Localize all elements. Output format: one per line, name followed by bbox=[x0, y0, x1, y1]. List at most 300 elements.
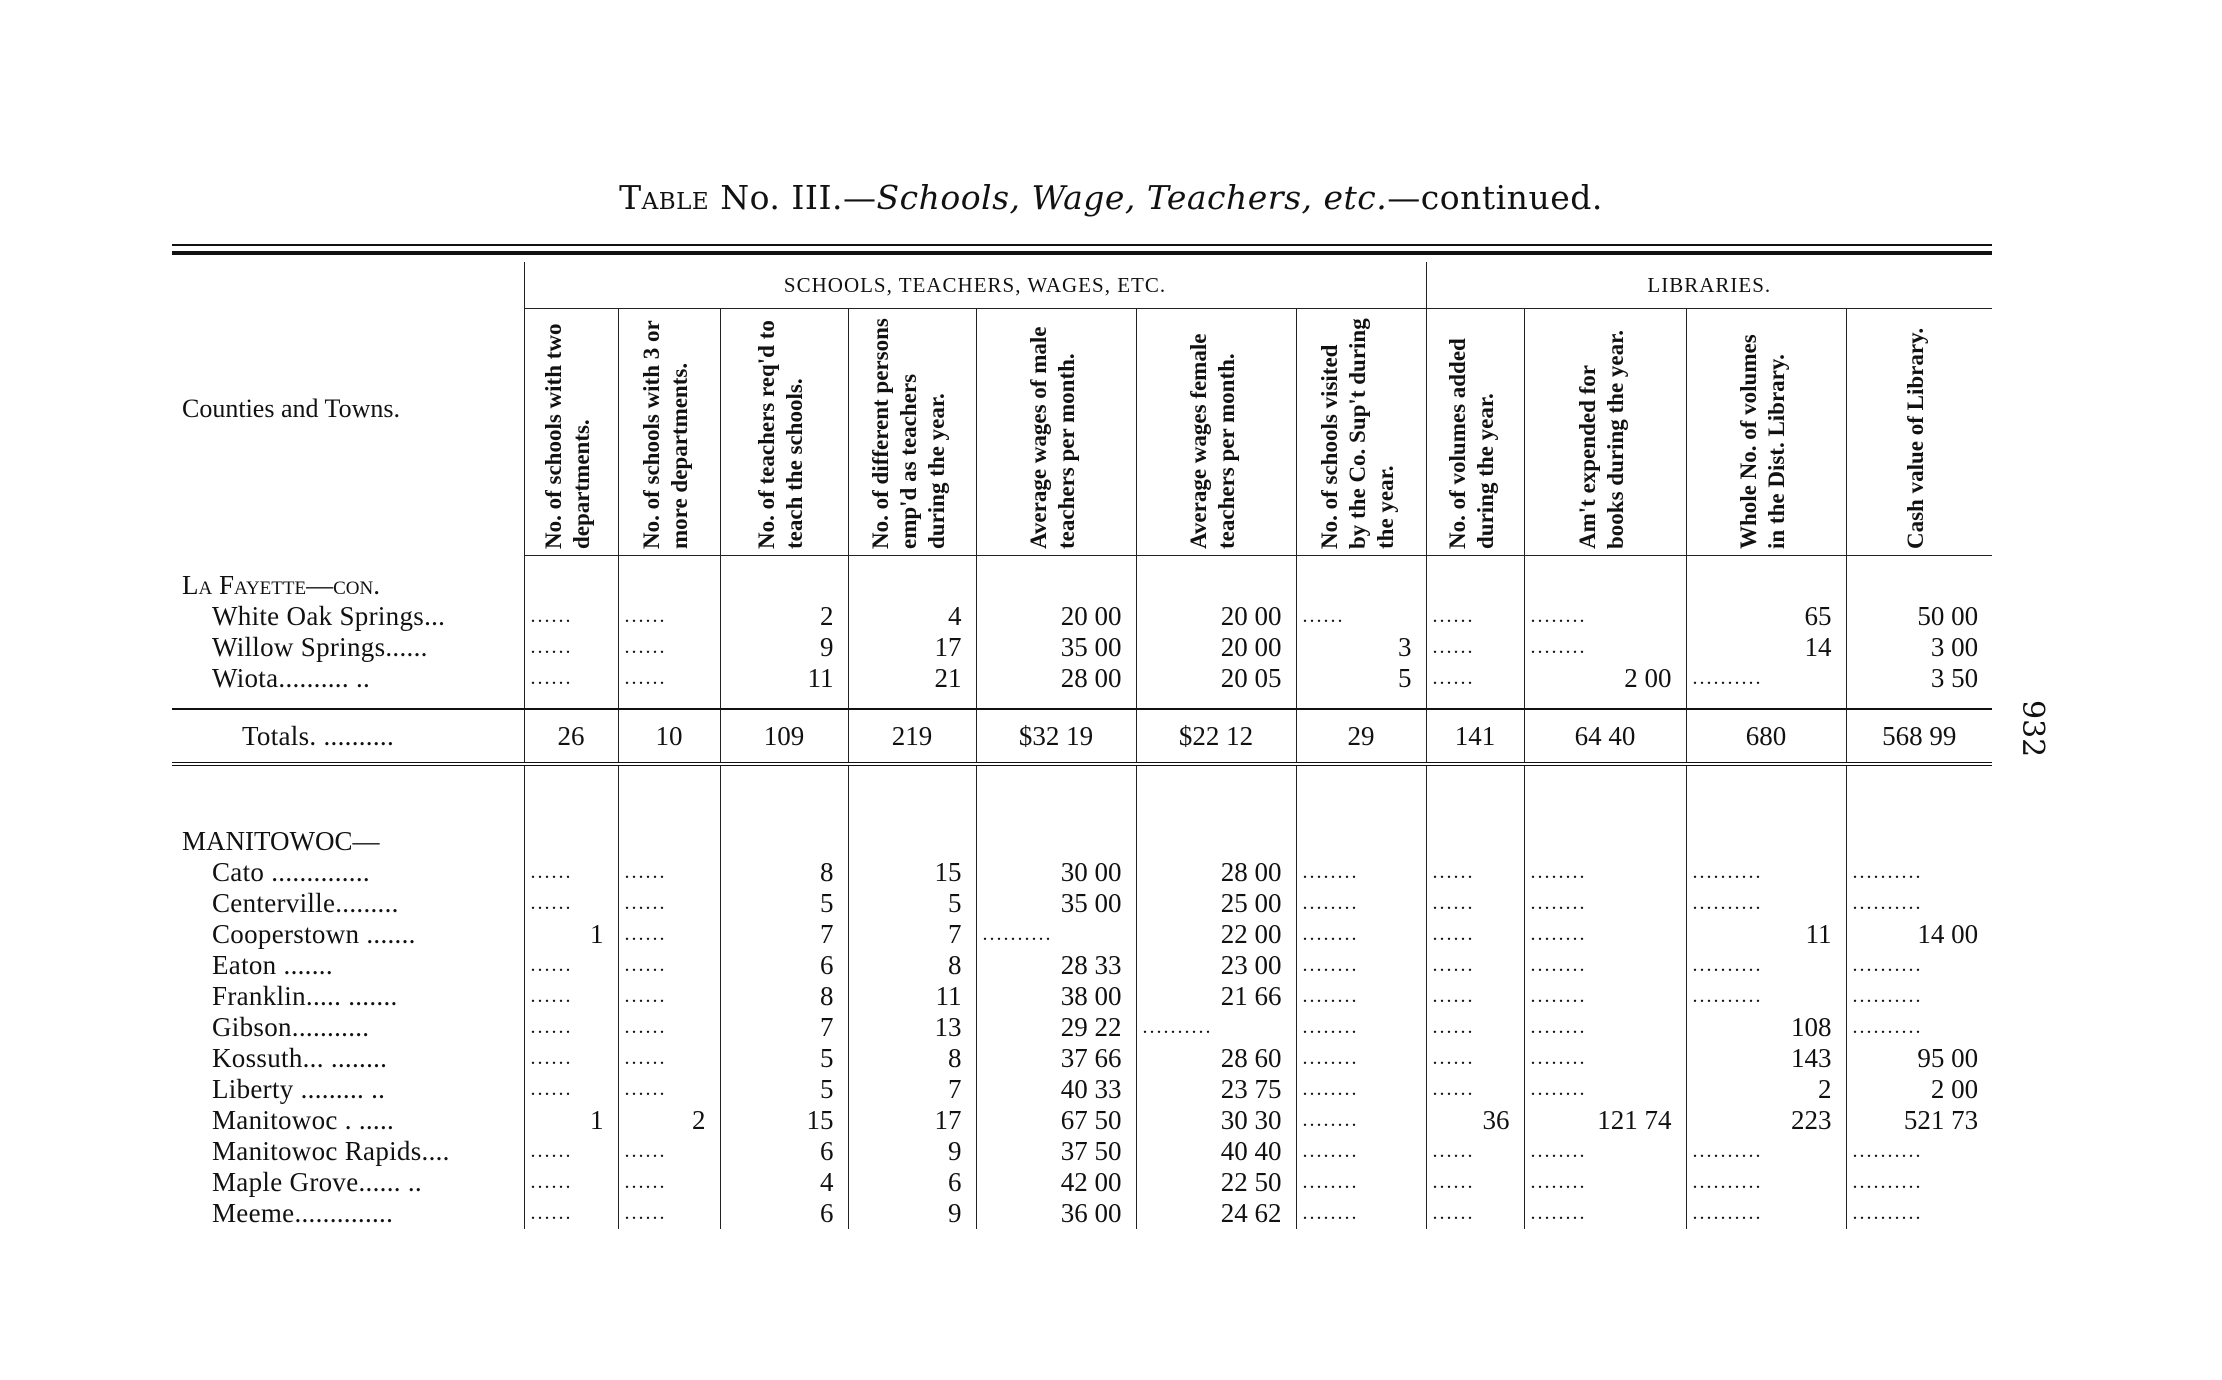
spacer-cell bbox=[1426, 694, 1524, 709]
spacer-cell bbox=[1686, 694, 1846, 709]
data-cell: 14 00 bbox=[1846, 919, 1992, 950]
data-cell: ...... bbox=[1426, 663, 1524, 694]
data-cell: ........ bbox=[1296, 857, 1426, 888]
column-header-text: Am't expended for books during the year. bbox=[1575, 330, 1629, 549]
spacer-cell bbox=[524, 556, 618, 571]
title-suffix: —continued. bbox=[1387, 178, 1603, 217]
data-cell: 15 bbox=[848, 857, 976, 888]
data-cell: ...... bbox=[524, 888, 618, 919]
spacer-cell bbox=[1136, 694, 1296, 709]
column-header-text: Cash value of Library. bbox=[1903, 327, 1929, 549]
data-cell: ...... bbox=[524, 632, 618, 663]
empty-cell bbox=[1136, 570, 1296, 601]
data-cell: 3 bbox=[1296, 632, 1426, 663]
spacer-cell bbox=[848, 556, 976, 571]
data-cell: 40 33 bbox=[976, 1074, 1136, 1105]
table-row bbox=[172, 888, 1992, 919]
spacer-cell bbox=[1524, 556, 1686, 571]
table-row bbox=[172, 981, 1992, 1012]
data-cell: 8 bbox=[848, 950, 976, 981]
data-cell: 64 40 bbox=[1524, 709, 1686, 764]
data-cell: 6 bbox=[720, 1198, 848, 1229]
data-cell: 23 00 bbox=[1136, 950, 1296, 981]
column-header-text: No. of volumes added during the year. bbox=[1445, 338, 1499, 549]
column-header-text: No. of schools visited by the Co. Sup't during the year. bbox=[1317, 318, 1399, 549]
data-cell: 36 bbox=[1426, 1105, 1524, 1136]
column-header bbox=[1524, 309, 1686, 556]
data-cell: 680 bbox=[1686, 709, 1846, 764]
data-cell: 38 00 bbox=[976, 981, 1136, 1012]
spacer-cell bbox=[1296, 556, 1426, 571]
data-cell: ...... bbox=[1426, 857, 1524, 888]
data-cell: 4 bbox=[848, 601, 976, 632]
spacer-cell bbox=[720, 556, 848, 571]
data-cell: 35 00 bbox=[976, 632, 1136, 663]
data-cell: 109 bbox=[720, 709, 848, 764]
data-cell: 5 bbox=[1296, 663, 1426, 694]
spacer-cell bbox=[1524, 694, 1686, 709]
data-cell: 22 00 bbox=[1136, 919, 1296, 950]
town-name: White Oak Springs... bbox=[212, 601, 446, 631]
spacer-cell bbox=[720, 764, 848, 826]
data-cell: 95 00 bbox=[1846, 1043, 1992, 1074]
data-cell: ...... bbox=[1296, 601, 1426, 632]
data-cell: ........ bbox=[1524, 981, 1686, 1012]
column-header bbox=[1846, 309, 1992, 556]
empty-cell bbox=[1136, 826, 1296, 857]
data-cell: 5 bbox=[848, 888, 976, 919]
data-cell: ........ bbox=[1524, 857, 1686, 888]
schools-table bbox=[172, 262, 1992, 1229]
spacer-row bbox=[172, 556, 1992, 571]
data-cell: $32 19 bbox=[976, 709, 1136, 764]
data-cell: ...... bbox=[618, 981, 720, 1012]
data-cell: 2 bbox=[1686, 1074, 1846, 1105]
empty-cell bbox=[524, 826, 618, 857]
data-cell: ...... bbox=[618, 1136, 720, 1167]
data-cell: .......... bbox=[1686, 1167, 1846, 1198]
data-cell: ........ bbox=[1524, 1198, 1686, 1229]
data-cell: ........ bbox=[1296, 1105, 1426, 1136]
data-cell: ........ bbox=[1524, 1167, 1686, 1198]
data-cell: 9 bbox=[720, 632, 848, 663]
data-cell: 2 00 bbox=[1524, 663, 1686, 694]
empty-cell bbox=[1524, 826, 1686, 857]
spacer-cell bbox=[524, 764, 618, 826]
data-cell: 35 00 bbox=[976, 888, 1136, 919]
table-row bbox=[172, 1012, 1992, 1043]
data-cell: 1 bbox=[524, 1105, 618, 1136]
top-rule-thin bbox=[172, 244, 1992, 246]
data-cell: .......... bbox=[1686, 857, 1846, 888]
spacer-cell bbox=[1136, 556, 1296, 571]
county-row bbox=[172, 826, 1992, 857]
table-row bbox=[172, 1074, 1992, 1105]
data-cell: 3 00 bbox=[1846, 632, 1992, 663]
data-cell: ...... bbox=[524, 1074, 618, 1105]
column-header bbox=[848, 309, 976, 556]
data-cell: 15 bbox=[720, 1105, 848, 1136]
data-cell: ...... bbox=[618, 663, 720, 694]
data-cell: ........ bbox=[1296, 1012, 1426, 1043]
data-cell: .......... bbox=[1846, 1012, 1992, 1043]
spacer-cell bbox=[1846, 764, 1992, 826]
town-name: Centerville......... bbox=[212, 888, 399, 918]
spacer-cell bbox=[172, 556, 524, 571]
table-row bbox=[172, 601, 1992, 632]
column-header-text: No. of schools with 3 or more departments. bbox=[639, 320, 692, 549]
county-row bbox=[172, 570, 1992, 601]
spacer-cell bbox=[1686, 556, 1846, 571]
spacer-cell bbox=[618, 764, 720, 826]
group-header-row bbox=[172, 262, 1992, 309]
data-cell: ...... bbox=[1426, 981, 1524, 1012]
data-cell: 9 bbox=[848, 1198, 976, 1229]
spacer-cell bbox=[848, 764, 976, 826]
data-cell: 2 bbox=[618, 1105, 720, 1136]
data-cell: $22 12 bbox=[1136, 709, 1296, 764]
data-cell: 141 bbox=[1426, 709, 1524, 764]
data-cell: ........ bbox=[1524, 950, 1686, 981]
data-cell: .......... bbox=[1686, 950, 1846, 981]
data-cell: 7 bbox=[720, 1012, 848, 1043]
empty-cell bbox=[848, 570, 976, 601]
data-cell: 20 05 bbox=[1136, 663, 1296, 694]
data-cell: ...... bbox=[524, 950, 618, 981]
table-title bbox=[0, 178, 2222, 217]
data-cell: 8 bbox=[720, 981, 848, 1012]
gap-row bbox=[172, 764, 1992, 826]
data-cell: .......... bbox=[1846, 950, 1992, 981]
data-cell: 28 60 bbox=[1136, 1043, 1296, 1074]
empty-cell bbox=[1426, 570, 1524, 601]
data-cell: 23 75 bbox=[1136, 1074, 1296, 1105]
data-cell: 6 bbox=[720, 950, 848, 981]
data-cell: ...... bbox=[618, 601, 720, 632]
county-name: MANITOWOC— bbox=[182, 826, 380, 856]
table-row bbox=[172, 632, 1992, 663]
spacer-cell bbox=[1296, 764, 1426, 826]
data-cell: 36 00 bbox=[976, 1198, 1136, 1229]
data-cell: ...... bbox=[524, 1012, 618, 1043]
data-cell: .......... bbox=[1846, 857, 1992, 888]
empty-cell bbox=[720, 570, 848, 601]
spacer-cell bbox=[172, 764, 524, 826]
spacer-row bbox=[172, 694, 1992, 709]
table-row bbox=[172, 663, 1992, 694]
data-cell: 29 bbox=[1296, 709, 1426, 764]
empty-cell bbox=[618, 826, 720, 857]
data-cell: 30 30 bbox=[1136, 1105, 1296, 1136]
data-cell: ...... bbox=[618, 1043, 720, 1074]
page-number: 932 bbox=[2015, 700, 2050, 758]
data-cell: ...... bbox=[1426, 1074, 1524, 1105]
data-cell: 28 00 bbox=[976, 663, 1136, 694]
data-cell: .......... bbox=[1686, 888, 1846, 919]
data-cell: ........ bbox=[1524, 1043, 1686, 1074]
table-row bbox=[172, 857, 1992, 888]
data-cell: 7 bbox=[848, 1074, 976, 1105]
data-cell: 11 bbox=[848, 981, 976, 1012]
spacer-cell bbox=[172, 694, 524, 709]
spacer-cell bbox=[1296, 694, 1426, 709]
data-cell: 14 bbox=[1686, 632, 1846, 663]
empty-cell bbox=[1686, 826, 1846, 857]
data-cell: 17 bbox=[848, 632, 976, 663]
town-name: Cato .............. bbox=[212, 857, 370, 887]
data-cell: 9 bbox=[848, 1136, 976, 1167]
data-cell: ........ bbox=[1524, 1074, 1686, 1105]
data-cell: .......... bbox=[1846, 981, 1992, 1012]
data-cell: 37 50 bbox=[976, 1136, 1136, 1167]
column-header-text: No. of schools with two departments. bbox=[541, 323, 594, 549]
data-cell: 6 bbox=[848, 1167, 976, 1198]
data-cell: 5 bbox=[720, 1043, 848, 1074]
data-cell: 223 bbox=[1686, 1105, 1846, 1136]
empty-cell bbox=[848, 826, 976, 857]
data-cell: 11 bbox=[1686, 919, 1846, 950]
spacer-cell bbox=[1686, 764, 1846, 826]
spacer-cell bbox=[1136, 764, 1296, 826]
column-header-text: Average wages female teachers per month. bbox=[1186, 333, 1239, 549]
table-row bbox=[172, 1043, 1992, 1074]
town-name: Franklin..... ....... bbox=[212, 981, 398, 1011]
table-row bbox=[172, 1198, 1992, 1229]
town-name: Maple Grove...... .. bbox=[212, 1167, 422, 1197]
empty-cell bbox=[976, 570, 1136, 601]
data-cell: ...... bbox=[1426, 888, 1524, 919]
column-header-text: No. of teachers req'd to teach the schools. bbox=[754, 320, 807, 549]
data-cell: 521 73 bbox=[1846, 1105, 1992, 1136]
spacer-cell bbox=[976, 556, 1136, 571]
empty-cell bbox=[976, 826, 1136, 857]
county-column-header: Counties and Towns. bbox=[182, 393, 400, 423]
data-cell: 219 bbox=[848, 709, 976, 764]
column-header bbox=[524, 309, 618, 556]
data-cell: ...... bbox=[524, 1136, 618, 1167]
data-cell: .......... bbox=[1846, 1167, 1992, 1198]
data-cell: .......... bbox=[1846, 1198, 1992, 1229]
county-name: La Fayette—con. bbox=[182, 570, 380, 600]
data-cell: ...... bbox=[524, 981, 618, 1012]
data-cell: ........ bbox=[1524, 888, 1686, 919]
data-cell: 7 bbox=[848, 919, 976, 950]
data-cell: ...... bbox=[524, 1198, 618, 1229]
spacer-cell bbox=[1426, 764, 1524, 826]
spacer-cell bbox=[1524, 764, 1686, 826]
column-header bbox=[720, 309, 848, 556]
town-name: Willow Springs...... bbox=[212, 632, 428, 662]
data-cell: 20 00 bbox=[976, 601, 1136, 632]
town-name: Eaton ....... bbox=[212, 950, 333, 980]
data-cell: ........ bbox=[1524, 919, 1686, 950]
town-name: Liberty ......... .. bbox=[212, 1074, 386, 1104]
data-cell: ........ bbox=[1296, 888, 1426, 919]
empty-cell bbox=[1426, 826, 1524, 857]
column-header bbox=[1686, 309, 1846, 556]
column-header-text: Average wages of male teachers per month. bbox=[1026, 326, 1079, 549]
data-cell: .......... bbox=[1686, 1198, 1846, 1229]
data-cell: ...... bbox=[618, 857, 720, 888]
data-cell: 30 00 bbox=[976, 857, 1136, 888]
totals-row bbox=[172, 709, 1992, 764]
column-header-text: No. of different persons emp'd as teachers during the year. bbox=[868, 318, 949, 549]
title-italic: Schools, Wage, Teachers, etc. bbox=[876, 178, 1388, 217]
data-cell: 1 bbox=[524, 919, 618, 950]
data-cell: 67 50 bbox=[976, 1105, 1136, 1136]
data-cell: 4 bbox=[720, 1167, 848, 1198]
data-cell: 42 00 bbox=[976, 1167, 1136, 1198]
empty-cell bbox=[1296, 570, 1426, 601]
data-cell: 108 bbox=[1686, 1012, 1846, 1043]
data-cell: ........ bbox=[1296, 950, 1426, 981]
data-cell: 28 33 bbox=[976, 950, 1136, 981]
data-cell: ...... bbox=[618, 919, 720, 950]
data-cell: 17 bbox=[848, 1105, 976, 1136]
data-cell: ...... bbox=[1426, 1043, 1524, 1074]
data-cell: 20 00 bbox=[1136, 601, 1296, 632]
data-cell: ...... bbox=[1426, 1198, 1524, 1229]
data-cell: ...... bbox=[618, 1012, 720, 1043]
data-cell: ...... bbox=[1426, 1136, 1524, 1167]
spacer-cell bbox=[976, 694, 1136, 709]
schools-group-header: SCHOOLS, TEACHERS, WAGES, ETC. bbox=[524, 262, 1426, 309]
data-cell: ...... bbox=[1426, 632, 1524, 663]
title-number: No. III.— bbox=[720, 178, 877, 217]
town-name: Gibson........... bbox=[212, 1012, 370, 1042]
data-cell: 22 50 bbox=[1136, 1167, 1296, 1198]
data-cell: 24 62 bbox=[1136, 1198, 1296, 1229]
spacer-cell bbox=[1846, 556, 1992, 571]
data-cell: ...... bbox=[618, 632, 720, 663]
data-cell: ...... bbox=[1426, 1012, 1524, 1043]
data-cell: 40 40 bbox=[1136, 1136, 1296, 1167]
data-cell: 21 66 bbox=[1136, 981, 1296, 1012]
data-cell: ...... bbox=[618, 950, 720, 981]
data-cell: 11 bbox=[720, 663, 848, 694]
data-cell: ........ bbox=[1296, 1043, 1426, 1074]
spacer-cell bbox=[848, 694, 976, 709]
data-cell: 2 00 bbox=[1846, 1074, 1992, 1105]
data-cell: ........ bbox=[1524, 1012, 1686, 1043]
empty-cell bbox=[618, 570, 720, 601]
data-cell: 20 00 bbox=[1136, 632, 1296, 663]
data-cell: ........ bbox=[1296, 1136, 1426, 1167]
data-cell: 26 bbox=[524, 709, 618, 764]
data-cell: .......... bbox=[1846, 1136, 1992, 1167]
spacer-cell bbox=[1846, 694, 1992, 709]
data-cell: ........ bbox=[1296, 1198, 1426, 1229]
data-cell: 50 00 bbox=[1846, 601, 1992, 632]
data-cell: ...... bbox=[524, 1043, 618, 1074]
data-cell: ...... bbox=[618, 888, 720, 919]
data-cell: .......... bbox=[1846, 888, 1992, 919]
data-cell: .......... bbox=[976, 919, 1136, 950]
spacer-cell bbox=[1426, 556, 1524, 571]
data-cell: ........ bbox=[1524, 632, 1686, 663]
town-name: Meeme.............. bbox=[212, 1198, 394, 1228]
spacer-cell bbox=[618, 694, 720, 709]
empty-cell bbox=[524, 570, 618, 601]
empty-cell bbox=[1846, 570, 1992, 601]
data-cell: ........ bbox=[1296, 1167, 1426, 1198]
spacer-cell bbox=[976, 764, 1136, 826]
column-header-text: Whole No. of volumes in the Dist. Library. bbox=[1736, 334, 1790, 549]
data-cell: 37 66 bbox=[976, 1043, 1136, 1074]
data-cell: ........ bbox=[1296, 1074, 1426, 1105]
data-cell: ...... bbox=[1426, 919, 1524, 950]
table-row bbox=[172, 1167, 1992, 1198]
data-cell: ...... bbox=[1426, 601, 1524, 632]
data-cell: 8 bbox=[848, 1043, 976, 1074]
table-row bbox=[172, 950, 1992, 981]
data-cell: ...... bbox=[1426, 950, 1524, 981]
title-prefix: Table bbox=[619, 178, 710, 217]
spacer-cell bbox=[618, 556, 720, 571]
table-row bbox=[172, 1105, 1992, 1136]
spacer-cell bbox=[524, 694, 618, 709]
empty-cell bbox=[1524, 570, 1686, 601]
data-cell: ...... bbox=[524, 857, 618, 888]
data-cell: 28 00 bbox=[1136, 857, 1296, 888]
libraries-group-header: LIBRARIES. bbox=[1426, 262, 1992, 309]
data-cell: 65 bbox=[1686, 601, 1846, 632]
data-cell: ........ bbox=[1296, 919, 1426, 950]
data-cell: ........ bbox=[1524, 1136, 1686, 1167]
empty-cell bbox=[1686, 570, 1846, 601]
data-cell: .......... bbox=[1686, 663, 1846, 694]
data-cell: ...... bbox=[618, 1198, 720, 1229]
data-cell: ........ bbox=[1524, 601, 1686, 632]
town-name: Wiota.......... .. bbox=[212, 663, 371, 693]
data-cell: 7 bbox=[720, 919, 848, 950]
data-cell: 2 bbox=[720, 601, 848, 632]
data-cell: 5 bbox=[720, 888, 848, 919]
data-cell: 6 bbox=[720, 1136, 848, 1167]
data-cell: ...... bbox=[618, 1074, 720, 1105]
data-cell: .......... bbox=[1686, 981, 1846, 1012]
data-cell: ...... bbox=[524, 601, 618, 632]
empty-cell bbox=[1296, 826, 1426, 857]
data-cell: .......... bbox=[1686, 1136, 1846, 1167]
empty-cell bbox=[1846, 826, 1992, 857]
empty-cell bbox=[720, 826, 848, 857]
data-cell: 143 bbox=[1686, 1043, 1846, 1074]
column-header bbox=[1136, 309, 1296, 556]
data-cell: 21 bbox=[848, 663, 976, 694]
top-rule-thick bbox=[172, 251, 1992, 255]
data-cell: ...... bbox=[618, 1167, 720, 1198]
column-header bbox=[1426, 309, 1524, 556]
data-cell: ...... bbox=[524, 663, 618, 694]
table-row bbox=[172, 1136, 1992, 1167]
data-cell: ........ bbox=[1296, 981, 1426, 1012]
town-name: Totals. .......... bbox=[172, 709, 524, 764]
data-cell: ...... bbox=[1426, 1167, 1524, 1198]
town-name: Manitowoc . ..... bbox=[212, 1105, 395, 1135]
data-cell: 568 99 bbox=[1846, 709, 1992, 764]
data-cell: 3 50 bbox=[1846, 663, 1992, 694]
data-cell: .......... bbox=[1136, 1012, 1296, 1043]
town-name: Kossuth... ........ bbox=[212, 1043, 388, 1073]
data-cell: 5 bbox=[720, 1074, 848, 1105]
data-cell: 121 74 bbox=[1524, 1105, 1686, 1136]
data-cell: ...... bbox=[524, 1167, 618, 1198]
column-header bbox=[976, 309, 1136, 556]
data-cell: 8 bbox=[720, 857, 848, 888]
column-header bbox=[1296, 309, 1426, 556]
column-header bbox=[618, 309, 720, 556]
